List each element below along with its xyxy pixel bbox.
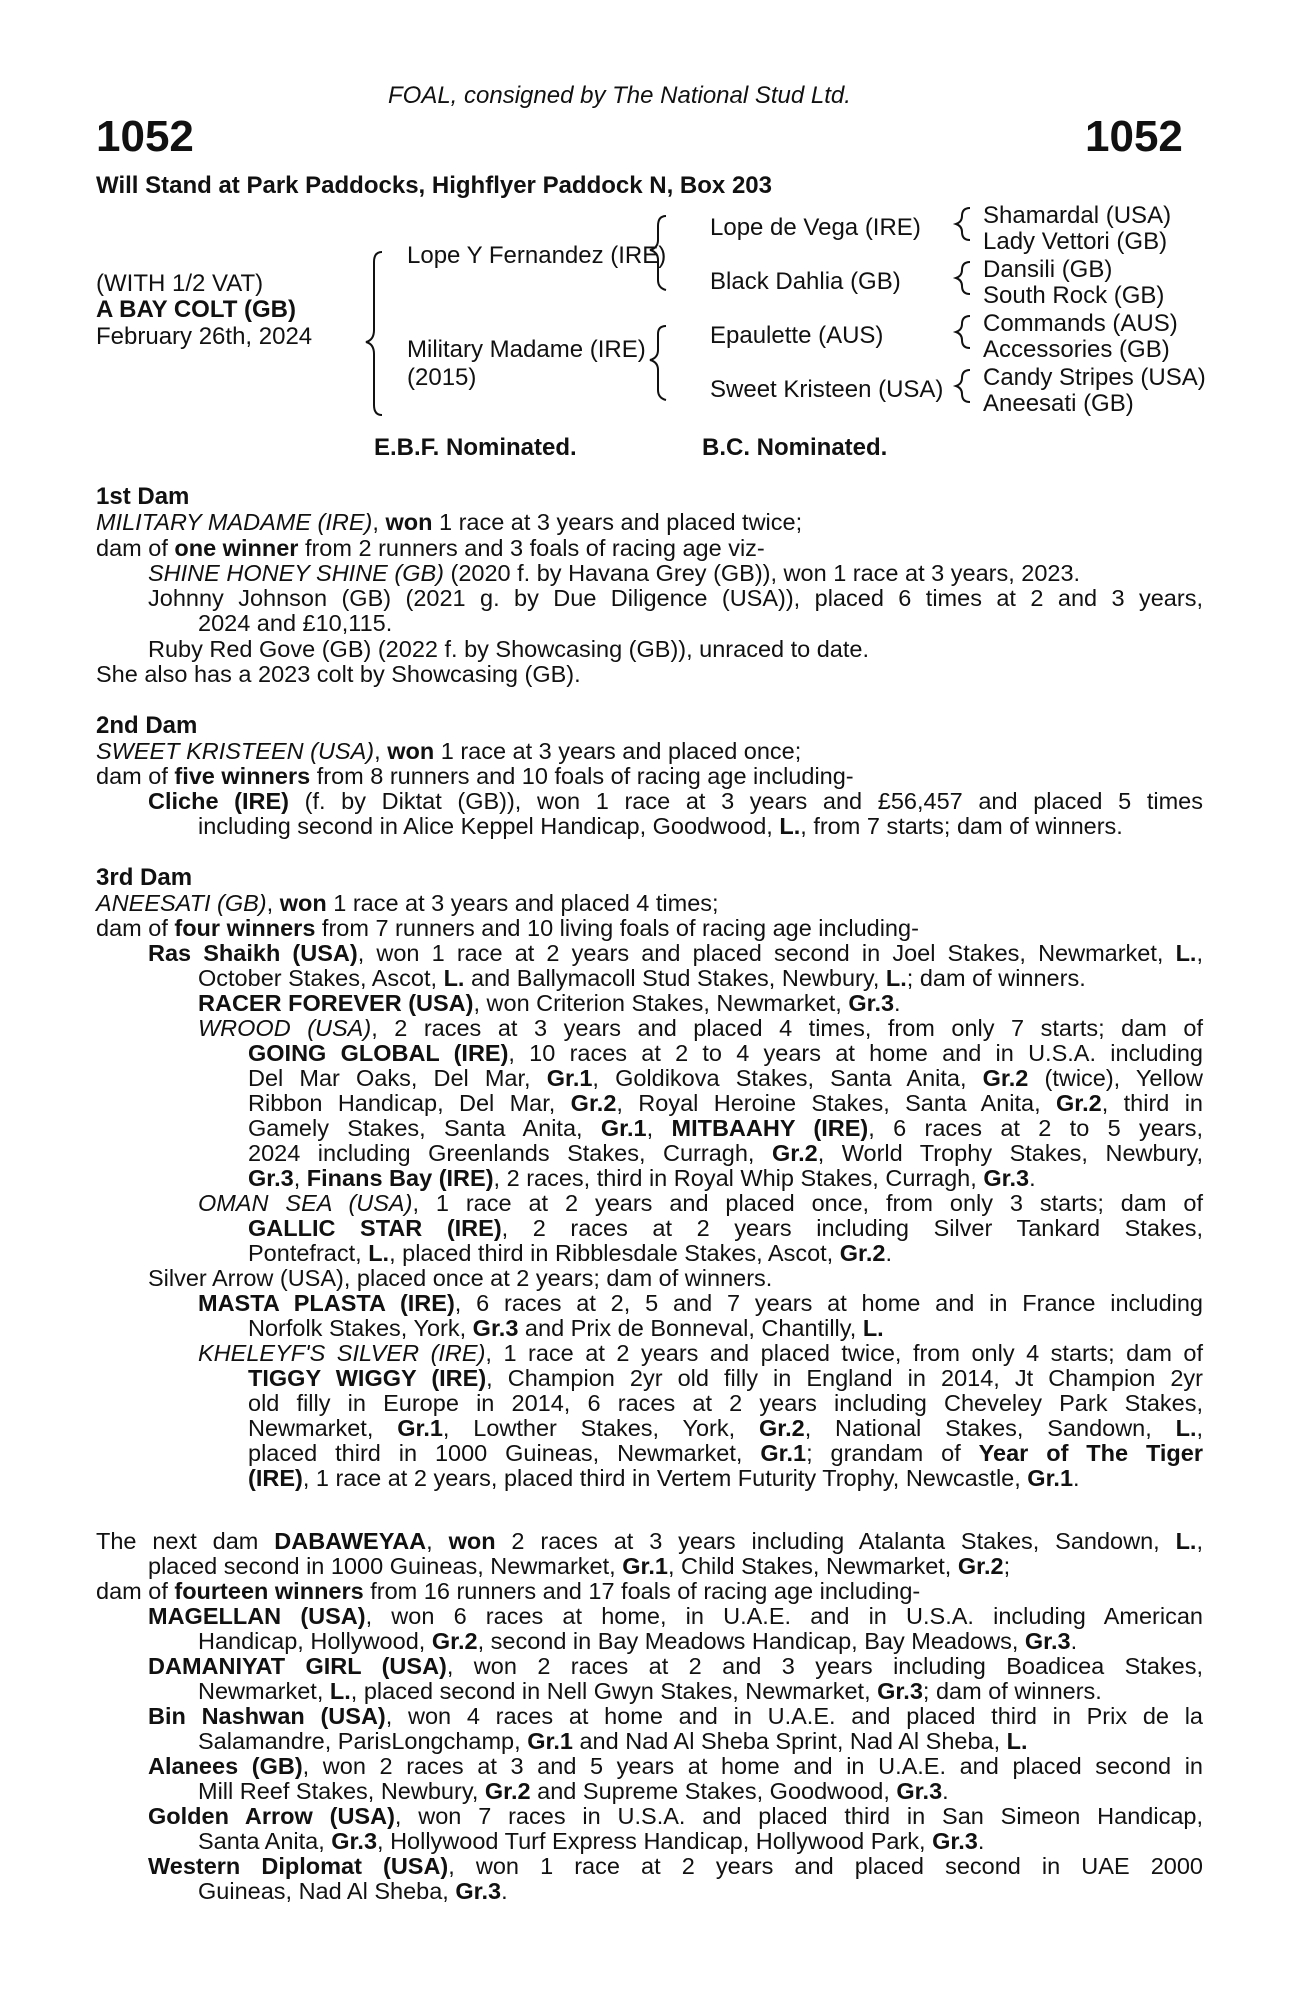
third-dam-line: placed third in 1000 Guineas, Newmarket, Gr.1; grandam of Year of The Tiger	[248, 1440, 1203, 1466]
consignor-line: FOAL, consigned by The National Stud Ltd.	[388, 82, 851, 109]
third-dam-line: October Stakes, Ascot, L. and Ballymacoll Stud Stakes, Newbury, L.; dam of winners.	[198, 965, 1086, 991]
ggp-6: Accessories (GB)	[983, 336, 1170, 363]
ggp-5: Commands (AUS)	[983, 310, 1178, 337]
horse-name: A BAY COLT (GB)	[96, 296, 297, 323]
third-dam-line: Gamely Stakes, Santa Anita, Gr.1, MITBAAHY (IRE), 6 races at 2 to 5 years,	[248, 1115, 1203, 1141]
next-dam-line: placed second in 1000 Guineas, Newmarket, Gr.1, Child Stakes, Newmarket, Gr.2;	[148, 1553, 1011, 1579]
dam-name: Military Madame (IRE)	[407, 336, 646, 363]
dam-brace	[650, 326, 666, 400]
third-dam-line: Newmarket, Gr.1, Lowther Stakes, York, Gr.2, National Stakes, Sandown, L.,	[248, 1415, 1204, 1441]
next-dam-line: Western Diplomat (USA), won 1 race at 2 years and placed second in UAE 2000	[148, 1853, 1203, 1879]
third-dam-line: GALLIC STAR (IRE), 2 races at 2 years including Silver Tankard Stakes,	[248, 1215, 1204, 1241]
sire-dam: Black Dahlia (GB)	[710, 268, 901, 295]
first-dam-line: Johnny Johnson (GB) (2021 g. by Due Diligence (USA)), placed 6 times at 2 and 3 years,	[148, 585, 1203, 611]
ebf-nomination: E.B.F. Nominated.	[374, 434, 577, 461]
next-dam-line: Bin Nashwan (USA), won 4 races at home and in U.A.E. and placed third in Prix de la	[148, 1703, 1203, 1729]
ggp-3: Dansili (GB)	[983, 256, 1113, 283]
third-dam-line: TIGGY WIGGY (IRE), Champion 2yr old filly in England in 2014, Jt Champion 2yr	[248, 1365, 1204, 1391]
second-dam-line: Cliche (IRE) (f. by Diktat (GB)), won 1 race at 3 years and £56,457 and placed 5 times	[148, 788, 1203, 814]
stable-location: Will Stand at Park Paddocks, Highflyer Paddock N, Box 203	[96, 172, 772, 199]
next-dam-line: Newmarket, L., placed second in Nell Gwyn Stakes, Newmarket, Gr.3; dam of winners.	[198, 1678, 1102, 1704]
third-dam-line: Gr.3, Finans Bay (IRE), 2 races, third in Royal Whip Stakes, Curragh, Gr.3.	[248, 1165, 1036, 1191]
dam-sire: Epaulette (AUS)	[710, 322, 884, 349]
first-dam-line: MILITARY MADAME (IRE), won 1 race at 3 years and placed twice;	[96, 509, 803, 535]
third-dam-line: GOING GLOBAL (IRE), 10 races at 2 to 4 years at home and in U.S.A. including	[248, 1040, 1203, 1066]
next-dam-line: Guineas, Nad Al Sheba, Gr.3.	[198, 1878, 508, 1904]
bc-nomination: B.C. Nominated.	[702, 434, 888, 461]
ggp-2: Lady Vettori (GB)	[983, 228, 1168, 255]
third-dam-line: WROOD (USA), 2 races at 3 years and placed 4 times, from only 7 starts; dam of	[198, 1015, 1203, 1041]
third-dam-line: Norfolk Stakes, York, Gr.3 and Prix de Bonneval, Chantilly, L.	[248, 1315, 884, 1341]
next-dam-line: MAGELLAN (USA), won 6 races at home, in U.A.E. and in U.S.A. including American	[148, 1603, 1203, 1629]
ggp-7: Candy Stripes (USA)	[983, 364, 1206, 391]
sire-sire: Lope de Vega (IRE)	[710, 214, 921, 241]
sire-name: Lope Y Fernandez (IRE)	[407, 242, 667, 269]
third-dam-line: Pontefract, L., placed third in Ribblesdale Stakes, Ascot, Gr.2.	[248, 1240, 893, 1266]
next-dam-line: Handicap, Hollywood, Gr.2, second in Bay Meadows Handicap, Bay Meadows, Gr.3.	[198, 1628, 1078, 1654]
first-dam-line: dam of one winner from 2 runners and 3 foals of racing age viz-	[96, 535, 765, 561]
next-dam-line: dam of fourteen winners from 16 runners and 17 foals of racing age including-	[96, 1578, 921, 1604]
third-dam-line: dam of four winners from 7 runners and 10 living foals of racing age including-	[96, 915, 919, 941]
foaling-date: February 26th, 2024	[96, 323, 313, 350]
main-brace	[366, 252, 382, 415]
third-dam-line: 2024 including Greenlands Stakes, Curragh, Gr.2, World Trophy Stakes, Newbury,	[248, 1140, 1204, 1166]
ggp-1: Shamardal (USA)	[983, 202, 1172, 229]
next-dam-line: Salamandre, ParisLongchamp, Gr.1 and Nad Al Sheba Sprint, Nad Al Sheba, L.	[198, 1728, 1028, 1754]
third-dam-line: old filly in Europe in 2014, 6 races at 2 years including Cheveley Park Stakes,	[248, 1390, 1203, 1416]
second-dam-title: 2nd Dam	[96, 712, 198, 739]
third-dam-line: KHELEYF'S SILVER (IRE), 1 race at 2 years and placed twice, from only 4 starts; dam of	[198, 1340, 1204, 1366]
third-dam-line: ANEESATI (GB), won 1 race at 3 years and placed 4 times;	[96, 890, 719, 916]
lot-number-left: 1052	[96, 112, 194, 161]
next-dam-line: Santa Anita, Gr.3, Hollywood Turf Express Handicap, Hollywood Park, Gr.3.	[198, 1828, 985, 1854]
first-dam-title: 1st Dam	[96, 483, 190, 510]
lot-number-right: 1052	[1085, 112, 1183, 161]
second-dam-line: SWEET KRISTEEN (USA), won 1 race at 3 years and placed once;	[96, 738, 802, 764]
third-dam-line: Ribbon Handicap, Del Mar, Gr.2, Royal Heroine Stakes, Santa Anita, Gr.2, third in	[248, 1090, 1203, 1116]
next-dam-line: Alanees (GB), won 2 races at 3 and 5 years at home and in U.A.E. and placed second in	[148, 1753, 1203, 1779]
third-dam-line: MASTA PLASTA (IRE), 6 races at 2, 5 and 7 years at home and in France including	[198, 1290, 1203, 1316]
ggp-8: Aneesati (GB)	[983, 390, 1134, 417]
first-dam-line: SHINE HONEY SHINE (GB) (2020 f. by Havana Grey (GB)), won 1 race at 3 years, 2023.	[148, 560, 1081, 586]
first-dam-line: 2024 and £10,115.	[198, 610, 393, 636]
third-dam-title: 3rd Dam	[96, 864, 193, 891]
vat-note: (WITH 1/2 VAT)	[96, 270, 264, 297]
next-dam-line: Golden Arrow (USA), won 7 races in U.S.A. and placed third in San Simeon Handicap,	[148, 1803, 1204, 1829]
first-dam-line: She also has a 2023 colt by Showcasing (GB).	[96, 661, 581, 687]
second-dam-line: dam of five winners from 8 runners and 10 foals of racing age including-	[96, 763, 854, 789]
next-dam-line: The next dam DABAWEYAA, won 2 races at 3 years including Atalanta Stakes, Sandown, L.,	[96, 1528, 1203, 1554]
ggp-4: South Rock (GB)	[983, 282, 1165, 309]
next-dam-line: DAMANIYAT GIRL (USA), won 2 races at 2 and 3 years including Boadicea Stakes,	[148, 1653, 1204, 1679]
first-dam-line: Ruby Red Gove (GB) (2022 f. by Showcasing (GB)), unraced to date.	[148, 636, 870, 662]
third-dam-line: RACER FOREVER (USA), won Criterion Stakes, Newmarket, Gr.3.	[198, 990, 901, 1016]
next-dam-line: Mill Reef Stakes, Newbury, Gr.2 and Supreme Stakes, Goodwood, Gr.3.	[198, 1778, 949, 1804]
third-dam-line: OMAN SEA (USA), 1 race at 2 years and placed once, from only 3 starts; dam of	[198, 1190, 1203, 1216]
third-dam-line: Del Mar Oaks, Del Mar, Gr.1, Goldikova Stakes, Santa Anita, Gr.2 (twice), Yellow	[248, 1065, 1203, 1091]
third-dam-line: Silver Arrow (USA), placed once at 2 years; dam of winners.	[148, 1265, 773, 1291]
third-dam-line: (IRE), 1 race at 2 years, placed third in Vertem Futurity Trophy, Newcastle, Gr.1.	[248, 1465, 1080, 1491]
dam-year: (2015)	[407, 364, 477, 391]
third-dam-line: Ras Shaikh (USA), won 1 race at 2 years and placed second in Joel Stakes, Newmarket, L.,	[148, 940, 1203, 966]
dam-dam: Sweet Kristeen (USA)	[710, 376, 944, 403]
second-dam-line: including second in Alice Keppel Handicap, Goodwood, L., from 7 starts; dam of winners.	[198, 813, 1123, 839]
